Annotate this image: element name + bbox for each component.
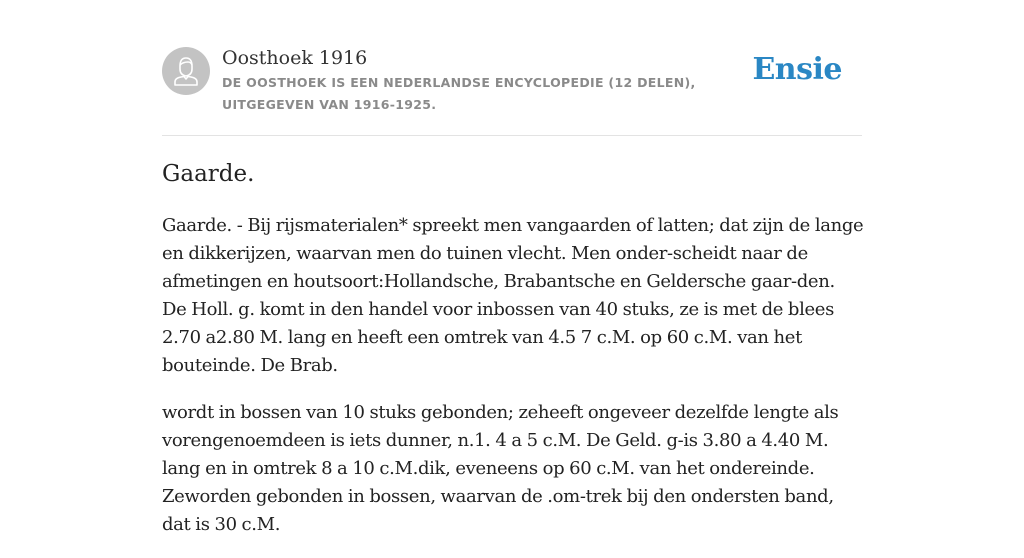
entry-body — [162, 212, 864, 558]
user-silhouette-icon — [162, 47, 210, 95]
source-title[interactable]: Oosthoek 1916 — [222, 47, 368, 69]
source-description: DE OOSTHOEK IS EEN NEDERLANDSE ENCYCLOPEDIE (12 DELEN), UITGEGEVEN VAN 1916-1925. — [222, 75, 696, 112]
source-avatar[interactable] — [162, 47, 210, 95]
header-divider — [162, 135, 862, 136]
entry-title: Gaarde. — [162, 161, 255, 187]
brand-logo[interactable]: Ensie — [752, 52, 842, 87]
source-header — [162, 46, 862, 136]
entry-paragraph: Gaarde. - Bij rijsmaterialen* spreekt men vangaarden of latten; dat zijn de lange en dikkerijzen, waarvan men do tuinen vlecht. Men onder-scheidt naar de afmetingen en houtsoort:Hollandsche, Brabantsche en Geldersche gaar-den. De Holl. g. komt in den handel voor inbossen van 40 stuks, ze is met de blees 2.70 a2.80 M. lang en heeft een omtrek van 4.5 7 c.M. op 60 c.M. van het bouteinde. De Brab. — [162, 215, 864, 376]
entry-paragraph: wordt in bossen van 10 stuks gebonden; zeheeft ongeveer dezelfde lengte als vorengenoemdeen is iets dunner, n.1. 4 a 5 c.M. De Geld. g-is 3.80 a 4.40 M. lang en in omtrek 8 a 10 c.M.dik, eveneens op 60 c.M. van het ondereinde. Zeworden gebonden in bossen, waarvan de .om-trek bij den ondersten band, dat is 30 c.M. — [162, 402, 839, 535]
